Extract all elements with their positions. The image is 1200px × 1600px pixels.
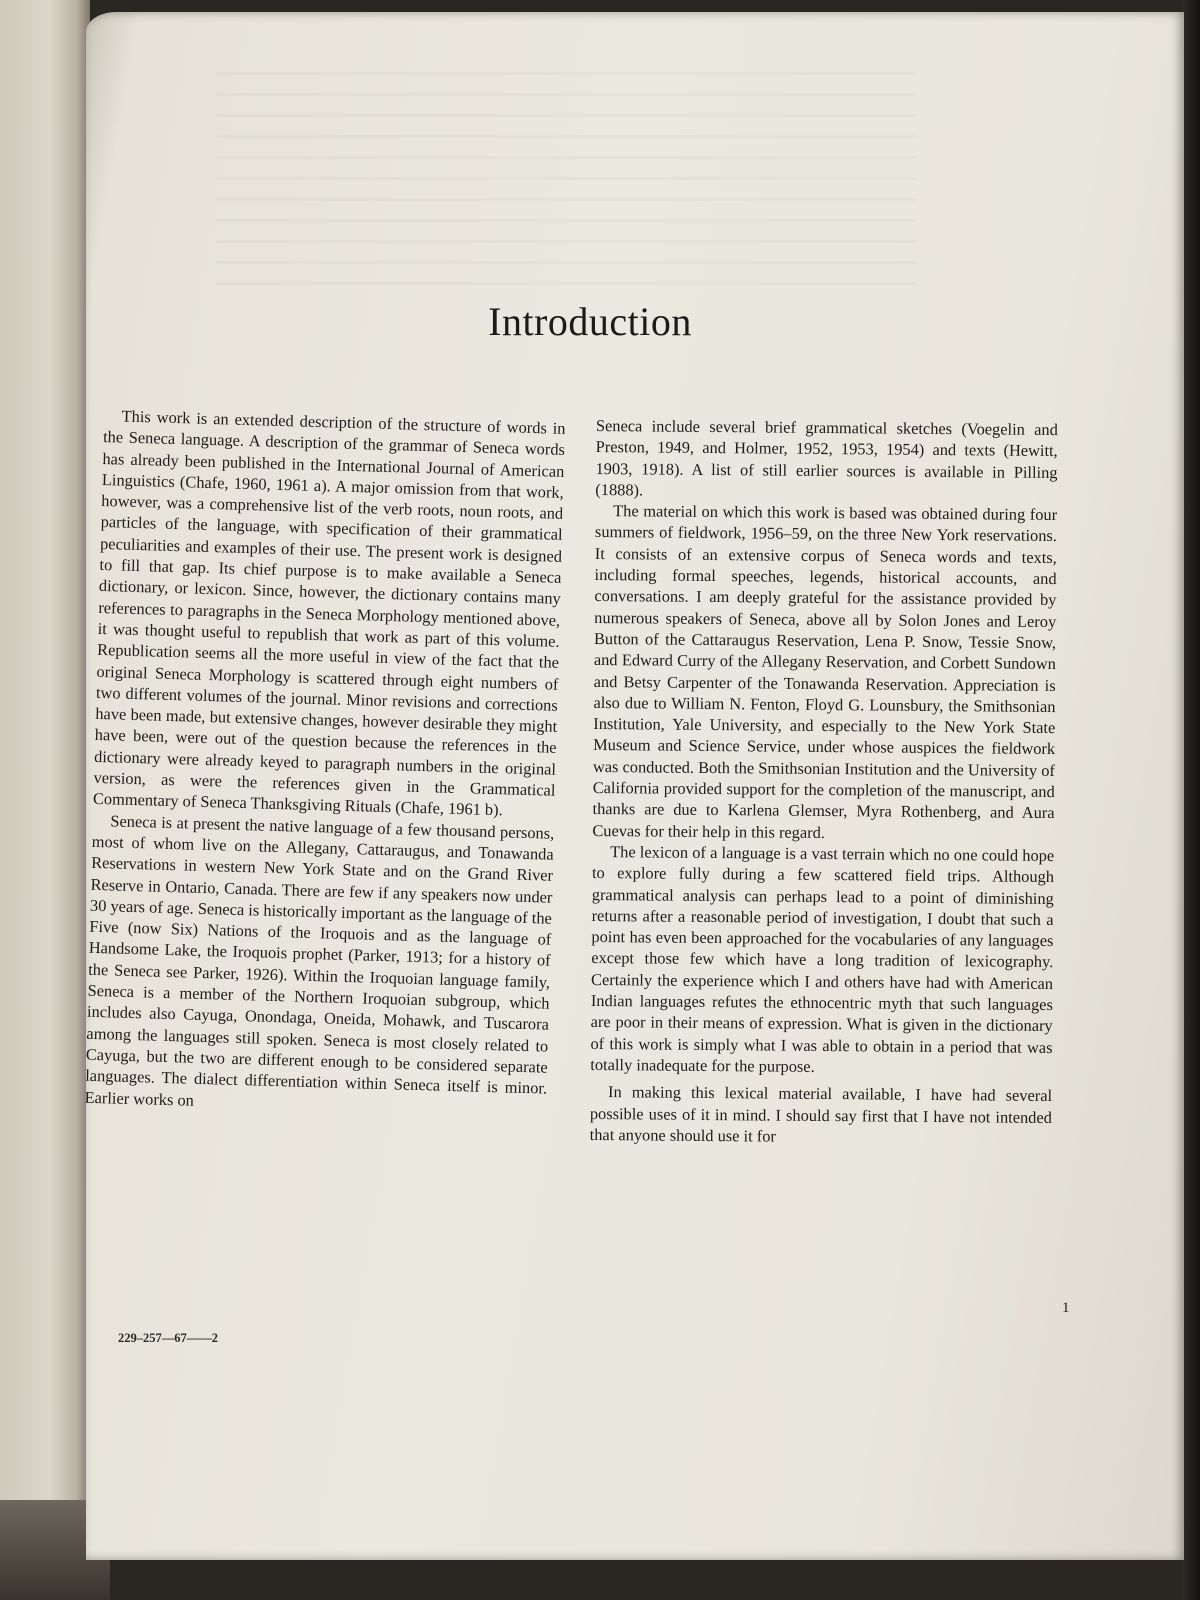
paragraph: The material on which this work is based was obtained during four summers of fieldwork, 1956–59, on the three New York reservations. It consists of an extensive corpus of Seneca words and texts, including formal speeches, legends, historical accounts, and conversations. I am deeply grateful for the assistance provided by numerous speakers of Seneca, above all by Solon Jones and Leroy Button of the Cattaraugus Reservation, Lena P. Snow, Tessie Snow, and Edward Curry of the Allegany Reservation, and Corbett Sundown and Betsy Carpenter of the Tonawanda Reservation. Appreciation is also due to William N. Fenton, Floyd G. Lounsbury, the Smithsonian Institution, Yale University, and especially to the New York State Museum and Science Service, under whose auspices the fieldwork was conducted. Both the Smithsonian Institution and the University of California provided support for the completion of the manuscript, and thanks are due to Karlena Glemser, Myra Rothenberg, and Aura Cuevas for their help in this regard. (592, 501, 1058, 842)
paragraph-continued: Seneca include several brief grammatical sketches (Voegelin and Preston, 1949, and Holmer, 1952, 1953, 1954) and texts (Hewitt, 1903, 1918). A list of still earlier sources is available in Pilling (1888). (595, 415, 1058, 500)
book-binding-edge (1182, 0, 1200, 1600)
right-text-column (590, 415, 1058, 1149)
printer-signature-mark: 229–257—67——2 (118, 1331, 218, 1345)
paragraph: Seneca is at present the native language of a few thousand persons, most of whom live on the Allegany, Cattaraugus, and Tonawanda Reservations in western New York State and on the Grand River Reserve in Ontario, Canada. There are few if any speakers now under 30 years of age. Seneca is historically important as the language of the Five (now Six) Nations of the Iroquois and as the language of Handsome Lake, the Iroquois prophet (Parker, 1913; for a history of the Seneca see Parker, 1926). Within the Iroquoian language family, Seneca is a member of the Northern Iroquoian subgroup, which includes also Cayuga, Onondaga, Oneida, Mohawk, and Tuscarora among the languages still spoken. Seneca is most closely related to Cayuga, but the two are different enough to be considered separate languages. The dialect differentiation within Seneca itself is minor. Earlier works on (84, 810, 555, 1110)
paragraph: The lexicon of a language is a vast terrain which no one could hope to explore fully during a few scattered field trips. Although grammatical analysis can perhaps lead to a point of diminishing returns after a reasonable period of investigation, I doubt that such a point has even been approached for the vocabularies of any languages except those few which have a long tradition of lexicography. Certainly the experience which I and others have had with American Indian languages refutes the ethnocentric myth that such languages are poor in their means of expression. What is given in the dictionary of this work is simply what I was able to obtain in a period that was totally inadequate for the purpose. (590, 842, 1055, 1076)
page-number: 1 (1062, 1300, 1070, 1316)
left-text-column (84, 405, 565, 1120)
facing-page-edge (0, 0, 90, 1600)
paragraph: In making this lexical material available, I have had several possible uses of it in mind. I should say first that I have not intended that anyone should use it for (589, 1082, 1053, 1146)
show-through-text (216, 72, 916, 292)
page-title: Introduction (488, 299, 692, 344)
paragraph: This work is an extended description of the structure of words in the Seneca language. A description of the grammar of Seneca words has already been published in the International Journal of American Linguistics (Chafe, 1960, 1961 a). A major omission from that work, however, was a comprehensive list of the verb roots, noun roots, and particles of the language, with specification of their grammatical peculiarities and examples of their use. The present work is designed to fill that gap. Its chief purpose is to make available a Seneca dictionary, or lexicon. Since, however, the dictionary contains many references to paragraphs in the Seneca Morphology mentioned above, it was thought useful to republish that work as part of this volume. Republication seems all the more useful in view of the fact that the original Seneca Morphology is scattered through eight numbers of two different volumes of the journal. Minor revisions and corrections have been made, but extensive changes, however desirable they might have been, were out of the question because the references in the dictionary were already keyed to paragraph numbers in the original version, as were the references given in the Grammatical Commentary of Seneca Thanksgiving Rituals (Chafe, 1961 b). (92, 406, 566, 820)
